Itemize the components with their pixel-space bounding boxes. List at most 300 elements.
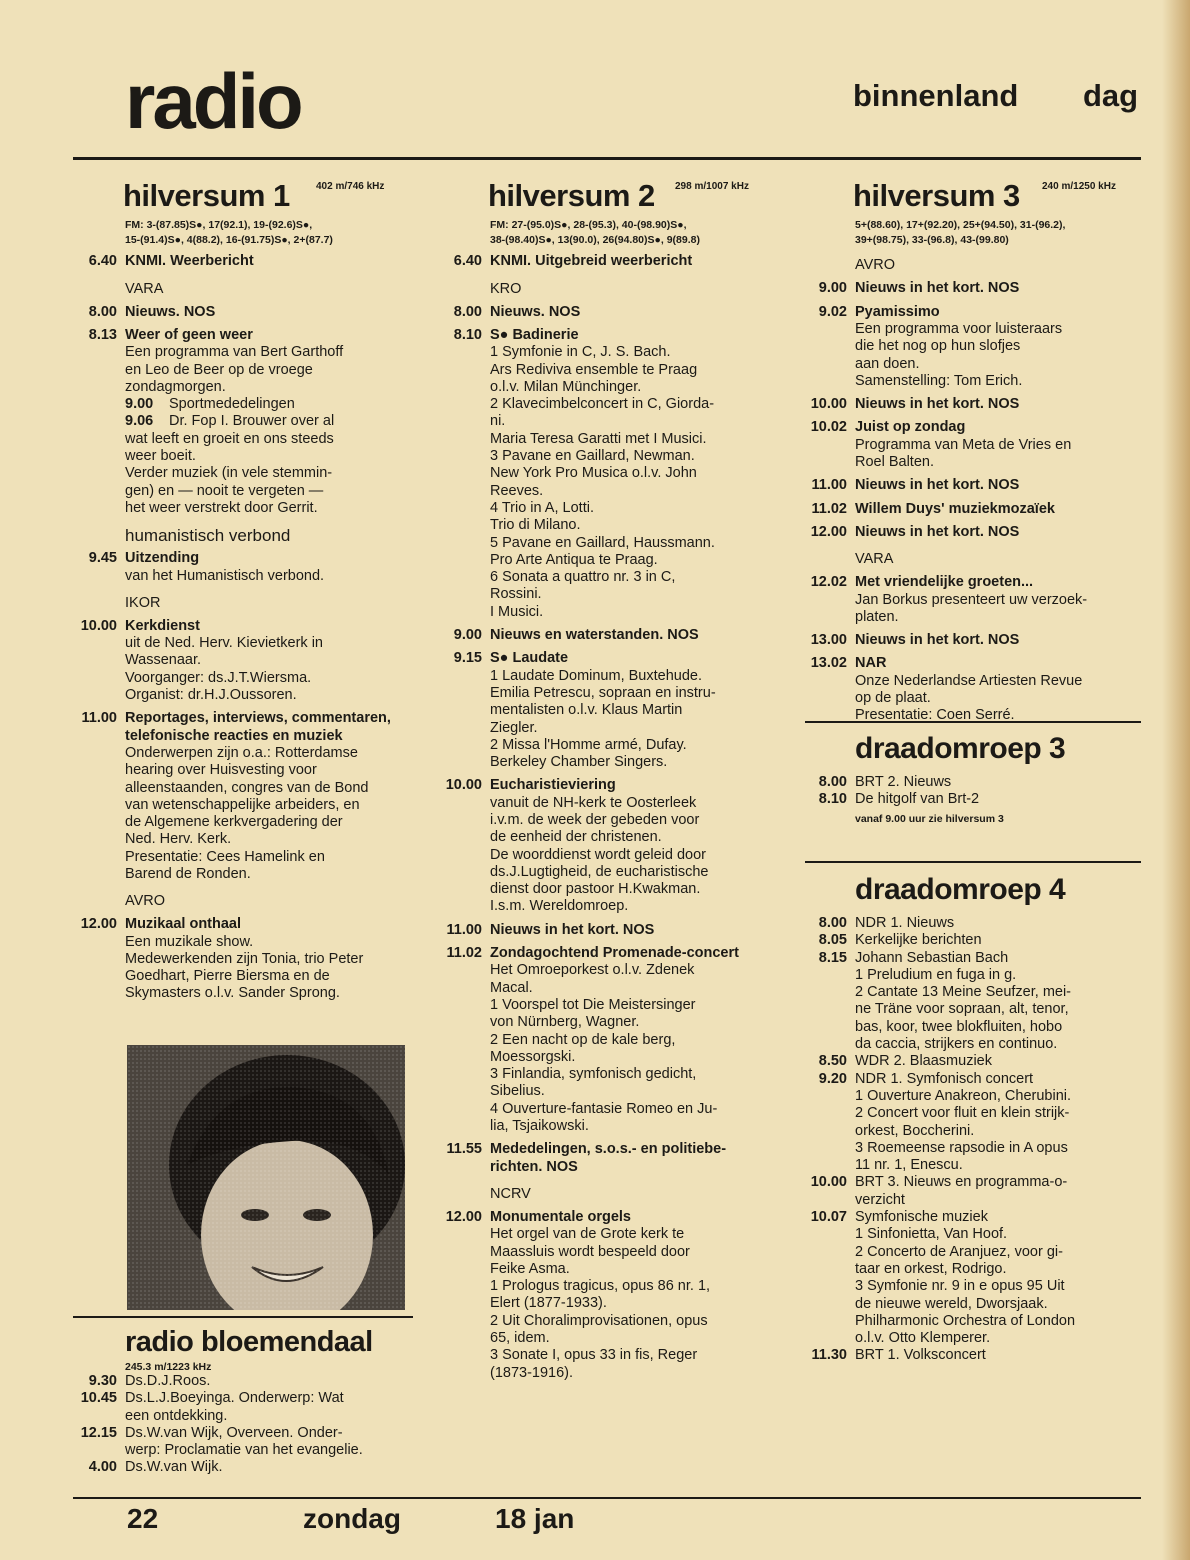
program-body	[855, 1209, 1141, 1347]
program-text: gen) en — nooit te vergeten —	[125, 482, 324, 499]
top-rule	[73, 157, 1141, 160]
program-subitem	[125, 413, 415, 430]
section-title: draadomroep 4	[855, 873, 1066, 906]
program-time: 9.15	[453, 650, 482, 667]
program-text: 2 Klavecimbelconcert in C, Giorda-	[490, 396, 715, 413]
program-body	[490, 922, 775, 939]
program-text: orkest, Boccherini.	[855, 1122, 975, 1139]
program-text: Ds.W.van Wijk.	[125, 1459, 223, 1476]
program-text: Programma van Meta de Vries en	[855, 436, 1072, 453]
program-text: Onderwerpen zijn o.a.: Rotterdamse	[125, 744, 358, 761]
footer-day: zondag	[303, 1503, 401, 1534]
program-title: KNMI. Uitgebreid weerbericht	[490, 253, 693, 270]
program-text: 65, idem.	[490, 1330, 550, 1346]
program-time: 11.02	[446, 945, 482, 962]
program-entry	[805, 304, 1141, 390]
program-entry	[805, 396, 1141, 413]
program-text: o.l.v. Milan Münchinger.	[490, 378, 642, 395]
program-text: Trio di Milano.	[490, 517, 581, 534]
program-body	[855, 655, 1141, 724]
program-text: Ds.L.J.Boeyinga. Onderwerp: Wat	[125, 1390, 344, 1407]
program-body	[490, 253, 775, 270]
program-time: 8.00	[88, 303, 117, 320]
program-text: Skymasters o.l.v. Sander Sprong.	[125, 985, 340, 1002]
station-frequency: 245.3 m/1223 kHz	[125, 1361, 212, 1373]
column-draadomroep-3	[805, 734, 1141, 825]
fm-frequencies	[490, 218, 775, 247]
program-time: 11.30	[811, 1347, 847, 1364]
program-text: platen.	[855, 608, 899, 625]
broadcaster-label: NCRV	[490, 1185, 531, 1202]
program-text: Symfonische muziek	[855, 1209, 988, 1226]
program-text: taar en orkest, Rodrigo.	[855, 1260, 1007, 1277]
program-time: 10.45	[80, 1390, 117, 1407]
fm-line: 5+(88.60), 17+(92.20), 25+(94.50), 31-(96.2),	[855, 219, 1066, 231]
program-time: 12.00	[445, 1208, 482, 1225]
program-time: 10.00	[810, 396, 847, 413]
program-entry	[805, 791, 1141, 808]
program-text: het weer verstrekt door Gerrit.	[125, 499, 318, 516]
program-text: Kerkelijke berichten	[855, 932, 982, 949]
program-time: 8.10	[818, 791, 847, 808]
program-entry	[440, 650, 775, 771]
program-time: 10.00	[80, 617, 117, 634]
program-text: NDR 1. Nieuws	[855, 915, 955, 931]
program-text: verzicht	[855, 1191, 905, 1208]
program-text: dienst door pastoor H.Kwakman.	[490, 881, 701, 898]
program-title: Juist op zondag	[855, 419, 966, 436]
program-body	[855, 1347, 1141, 1364]
artist-photo	[127, 1045, 405, 1310]
program-text: Sibelius.	[490, 1083, 545, 1100]
program-title: Zondagochtend Promenade-concert	[490, 945, 739, 962]
program-body	[855, 524, 1141, 541]
fm-line: 38-(98.40)S●, 13(90.0), 26(94.80)S●, 9(89.8)	[490, 233, 700, 246]
program-text: I Musici.	[490, 603, 544, 620]
program-text: 1 Preludium en fuga in g.	[855, 966, 1017, 983]
program-time: 9.00	[818, 280, 847, 297]
program-body	[855, 304, 1141, 390]
program-text: Roel Balten.	[855, 454, 934, 471]
program-entry	[440, 253, 775, 270]
program-entry	[75, 1390, 415, 1425]
program-body	[855, 791, 1141, 808]
program-entry	[440, 945, 775, 1135]
program-text: op de plaat.	[855, 690, 931, 707]
program-text: Het orgel van de Grote kerk te	[490, 1226, 685, 1243]
program-title: KNMI. Weerbericht	[125, 253, 254, 270]
program-title: Willem Duys' muziekmozaïek	[855, 500, 1055, 517]
program-text: Onze Nederlandse Artiesten Revue	[855, 672, 1083, 689]
program-text: een ontdekking.	[125, 1407, 228, 1424]
program-text: ds.J.Lugtigheid, de eucharistische	[490, 863, 709, 880]
program-subitem	[125, 396, 415, 413]
program-text: hearing over Huisvesting voor	[125, 762, 317, 779]
program-text: 3 Finlandia, symfonisch gedicht,	[490, 1066, 697, 1083]
program-body	[125, 304, 415, 321]
program-text: werp: Proclamatie van het evangelie.	[125, 1442, 363, 1459]
program-text: o.l.v. Otto Klemperer.	[855, 1330, 991, 1347]
program-entry	[75, 327, 415, 517]
program-text: ne Träne voor sopraan, alt, tenor,	[855, 1001, 1069, 1018]
program-time: 8.00	[453, 303, 482, 320]
program-text: 1 Sinfonietta, Van Hoof.	[855, 1226, 1008, 1243]
program-body	[855, 477, 1141, 494]
program-title: Nieuws in het kort. NOS	[855, 632, 1020, 649]
program-entry	[805, 477, 1141, 494]
program-text: De hitgolf van Brt-2	[855, 791, 980, 808]
program-text: Reeves.	[490, 482, 544, 499]
program-text: 1 Laudate Dominum, Buxtehude.	[490, 667, 702, 684]
station-name: hilversum 3	[853, 178, 1020, 213]
fm-line: 15-(91.4)S●, 4(88.2), 16-(91.75)S●, 2+(87.7)	[125, 233, 333, 246]
broadcaster-label: AVRO	[125, 893, 166, 910]
program-body	[855, 419, 1141, 471]
program-text: Rossini.	[490, 586, 542, 603]
program-text: van het Humanistisch verbond.	[125, 567, 325, 584]
program-time: 10.07	[810, 1209, 847, 1226]
program-body	[855, 632, 1141, 649]
program-text: 1 Prologus tragicus, opus 86 nr. 1,	[490, 1278, 711, 1295]
program-entry	[805, 280, 1141, 297]
program-entry	[75, 304, 415, 321]
program-entry	[75, 1373, 415, 1390]
program-entry	[75, 550, 415, 585]
program-text: BRT 3. Nieuws en programma-o-	[855, 1174, 1068, 1191]
program-text: ni.	[490, 413, 506, 430]
program-time: 11.00	[811, 477, 847, 494]
program-time: 8.13	[88, 326, 117, 343]
program-time: 8.15	[818, 949, 847, 966]
program-entry	[75, 253, 415, 270]
program-text: Maassluis wordt bespeeld door	[490, 1243, 690, 1260]
fm-line: FM: 3-(87.85)S●, 17(92.1), 19-(92.6)S●,	[125, 219, 313, 231]
program-body	[855, 396, 1141, 413]
program-time: 8.00	[818, 915, 847, 931]
masthead-section: binnenland	[853, 78, 1019, 113]
program-text: 3 Pavane en Gaillard, Newman.	[490, 448, 695, 465]
program-text: bas, koor, twee blokfluiten, hobo	[855, 1018, 1063, 1035]
bloemendaal-rule	[73, 1316, 413, 1318]
program-text: Een programma van Bert Garthoff	[125, 344, 344, 361]
program-text: wat leeft en groeit en ons steeds	[125, 430, 334, 447]
draad4-list	[805, 915, 1141, 1365]
program-body	[855, 280, 1141, 297]
program-body	[855, 1071, 1141, 1175]
station-name: radio bloemendaal	[125, 1326, 373, 1358]
program-title: Nieuws. NOS	[125, 303, 216, 320]
program-text: 3 Sonate I, opus 33 in fis, Reger	[490, 1347, 698, 1364]
program-body	[125, 1459, 415, 1476]
program-body	[125, 1373, 415, 1390]
program-text: 2 Een nacht op de kale berg,	[490, 1031, 676, 1048]
broadcaster-label: AVRO	[855, 257, 896, 274]
program-text: zondagmorgen.	[125, 378, 226, 395]
station-header	[853, 178, 1141, 220]
program-title: S● Laudate	[490, 650, 569, 667]
program-text: Goedhart, Pierre Biersma en de	[125, 968, 330, 985]
section-title: draadomroep 3	[855, 732, 1066, 765]
program-text: Elert (1877-1933).	[490, 1295, 607, 1312]
program-text: Ds.D.J.Roos.	[125, 1373, 211, 1389]
program-entry	[805, 501, 1141, 518]
program-time: 9.02	[818, 303, 847, 320]
station-frequency: 240 m/1250 kHz	[1042, 181, 1116, 192]
program-text: Voorganger: ds.J.T.Wiersma.	[125, 669, 312, 686]
program-time: 8.50	[818, 1053, 847, 1070]
program-body	[855, 501, 1141, 518]
station-header	[123, 178, 415, 220]
program-time: 9.45	[88, 550, 117, 567]
program-text: Jan Borkus presenteert uw verzoek-	[855, 591, 1088, 608]
program-text: Philharmonic Orchestra of London	[855, 1312, 1076, 1329]
program-time: 9.30	[88, 1373, 117, 1389]
program-entry	[75, 1459, 415, 1476]
program-title: Muzikaal onthaal	[125, 916, 242, 933]
station-name: hilversum 2	[488, 178, 655, 213]
subitem-text: Sportmededelingen	[169, 396, 295, 413]
program-time: 12.15	[80, 1424, 117, 1441]
broadcaster-label: VARA	[855, 551, 894, 568]
program-text: Wassenaar.	[125, 652, 202, 669]
program-time: 13.00	[810, 632, 847, 649]
program-body	[855, 1174, 1141, 1209]
program-entry	[440, 327, 775, 621]
program-text: 6 Sonata a quattro nr. 3 in C,	[490, 569, 676, 586]
program-title: Uitzending	[125, 550, 200, 567]
program-text: van wetenschappelijke arbeiders, en	[125, 796, 360, 813]
program-text: aan doen.	[855, 355, 920, 372]
masthead-title: radio	[125, 57, 301, 145]
subitem-time: 9.06	[125, 413, 154, 430]
broadcaster-label: KRO	[490, 280, 522, 297]
program-body	[125, 1425, 415, 1460]
page-edge-shadow	[1162, 0, 1190, 1560]
program-text: Maria Teresa Garatti met I Musici.	[490, 430, 707, 447]
broadcaster-label: humanistisch verbond	[125, 526, 291, 546]
program-text: 2 Uit Choralimprovisationen, opus	[490, 1312, 708, 1329]
program-text: Ds.W.van Wijk, Overveen. Onder-	[125, 1424, 343, 1441]
program-title: Nieuws in het kort. NOS	[855, 280, 1020, 297]
program-text: die het nog op hun slofjes	[855, 338, 1021, 355]
program-entry	[805, 950, 1141, 1054]
program-body	[855, 915, 1141, 932]
program-body	[490, 777, 775, 915]
program-text: lia, Tsjaikowski.	[490, 1118, 589, 1135]
program-time: 12.00	[810, 523, 847, 540]
draad4-rule	[805, 861, 1141, 863]
program-text: weer boeit.	[125, 448, 196, 465]
program-text: vanuit de NH-kerk te Oosterleek	[490, 794, 697, 811]
program-body	[855, 774, 1141, 791]
program-title: Kerkdienst	[125, 617, 200, 634]
program-text: BRT 1. Volksconcert	[855, 1347, 986, 1364]
program-body	[490, 650, 775, 771]
program-text: 2 Concert voor fluit en klein strijk-	[855, 1105, 1070, 1122]
program-entry	[440, 1141, 775, 1176]
program-title: Nieuws in het kort. NOS	[855, 477, 1020, 494]
column-hilversum-2	[440, 178, 775, 1382]
program-body	[490, 1141, 775, 1176]
bottom-rule	[73, 1497, 1141, 1499]
program-text: de Algemene kerkvergadering der	[125, 814, 343, 831]
station-name: hilversum 1	[123, 178, 290, 213]
program-text: 11 nr. 1, Enescu.	[855, 1157, 963, 1174]
program-body	[125, 1390, 415, 1425]
program-text: Berkeley Chamber Singers.	[490, 754, 668, 771]
program-time: 11.55	[446, 1141, 482, 1158]
program-entry	[75, 1425, 415, 1460]
program-text: 2 Cantate 13 Meine Seufzer, mei-	[855, 984, 1072, 1001]
program-text: de nieuwe wereld, Dworsjaak.	[855, 1295, 1048, 1312]
program-entry	[805, 632, 1141, 649]
program-text: Barend de Ronden.	[125, 865, 251, 882]
program-entry	[440, 304, 775, 321]
program-time: 10.00	[445, 777, 482, 794]
program-text: 3 Symfonie nr. 9 in e opus 95 Uit	[855, 1278, 1065, 1295]
program-title: Reportages, interviews, commentaren, telefonische reacties en muziek	[125, 710, 391, 744]
program-time: 12.00	[80, 916, 117, 933]
program-text: uit de Ned. Herv. Kievietkerk in	[125, 635, 323, 652]
program-entry	[805, 774, 1141, 791]
program-time: 13.02	[810, 655, 847, 672]
program-title: Nieuws. NOS	[490, 303, 581, 320]
program-text: Een programma voor luisteraars	[855, 320, 1063, 337]
program-entry	[805, 1174, 1141, 1209]
program-text: Emilia Petrescu, sopraan en instru-	[490, 684, 716, 701]
station-frequency: 402 m/746 kHz	[316, 181, 385, 192]
program-time: 10.02	[810, 419, 847, 436]
program-text: Macal.	[490, 979, 533, 996]
program-time: 11.00	[81, 710, 117, 727]
program-body	[855, 574, 1141, 626]
program-body	[490, 327, 775, 621]
program-time: 11.00	[446, 921, 482, 938]
program-body	[490, 627, 775, 644]
program-title: Mededelingen, s.o.s.- en politiebe-richten. NOS	[490, 1141, 727, 1175]
program-text: en Leo de Beer op de vroege	[125, 361, 313, 378]
program-text: von Nürnberg, Wagner.	[490, 1014, 640, 1031]
program-text: 1 Ouverture Anakreon, Cherubini.	[855, 1087, 1072, 1104]
program-text: WDR 2. Blaasmuziek	[855, 1053, 992, 1070]
subitem-time: 9.00	[125, 396, 154, 413]
program-text: Pro Arte Antiqua te Praag.	[490, 551, 658, 568]
program-title: Met vriendelijke groeten...	[855, 574, 1034, 591]
program-body	[125, 253, 415, 270]
subitem-text: Dr. Fop I. Brouwer over al	[169, 413, 335, 430]
program-body	[855, 932, 1141, 949]
program-entry	[440, 627, 775, 644]
program-entry	[75, 618, 415, 704]
program-text: Een muzikale show.	[125, 933, 254, 950]
program-text: 4 Trio in A, Lotti.	[490, 499, 594, 516]
program-text: BRT 2. Nieuws	[855, 774, 952, 790]
program-time: 9.00	[453, 627, 482, 644]
program-text: Ned. Herv. Kerk.	[125, 831, 232, 848]
program-text: Het Omroeporkest o.l.v. Zdenek	[490, 962, 695, 979]
program-text: I.s.m. Wereldomroep.	[490, 898, 629, 915]
program-text: 2 Missa l'Homme armé, Dufay.	[490, 736, 687, 753]
program-body	[125, 618, 415, 704]
program-text: 5 Pavane en Gaillard, Haussmann.	[490, 534, 715, 551]
footer-date: 18 jan	[495, 1503, 575, 1534]
broadcaster-label: VARA	[125, 280, 164, 297]
program-text: da caccia, strijkers en continuo.	[855, 1036, 1058, 1053]
column-hilversum-3	[805, 178, 1141, 725]
program-entry	[75, 710, 415, 883]
program-text: Moessorgski.	[490, 1048, 576, 1065]
footer-page-number: 22	[127, 1503, 159, 1534]
program-entry	[805, 1347, 1141, 1364]
fm-line: FM: 27-(95.0)S●, 28-(95.3), 40-(98.90)S●,	[490, 219, 687, 231]
program-time: 11.02	[811, 500, 847, 517]
program-entry	[440, 922, 775, 939]
column-radio-bloemendaal	[75, 1328, 415, 1477]
program-text: Presentatie: Coen Serré.	[855, 707, 1015, 724]
masthead-dag: dag	[1083, 78, 1139, 113]
program-title: Weer of geen weer	[125, 326, 253, 343]
program-time: 6.40	[453, 253, 482, 270]
program-title: Nieuws in het kort. NOS	[855, 523, 1020, 540]
program-text: mentalisten o.l.v. Klaus Martin	[490, 702, 683, 719]
program-entry	[805, 1209, 1141, 1347]
program-text: Johann Sebastian Bach	[855, 949, 1009, 966]
column-hilversum-1	[75, 178, 415, 1003]
program-body	[125, 916, 415, 1002]
program-entry	[805, 524, 1141, 541]
program-body	[490, 945, 775, 1135]
program-time: 8.05	[818, 932, 847, 949]
program-entry	[805, 932, 1141, 949]
program-text: NDR 1. Symfonisch concert	[855, 1070, 1034, 1087]
fm-line: 39+(98.75), 33-(96.8), 43-(99.80)	[855, 233, 1009, 246]
program-text: Presentatie: Cees Hamelink en	[125, 848, 325, 865]
program-entry	[805, 1071, 1141, 1175]
program-title: Eucharistieviering	[490, 777, 616, 794]
program-title: Nieuws en waterstanden. NOS	[490, 627, 699, 644]
station-header	[488, 178, 775, 220]
program-text: Ziegler.	[490, 719, 538, 736]
program-entry	[805, 419, 1141, 471]
program-entry	[805, 1053, 1141, 1070]
program-text: 2 Concerto de Aranjuez, voor gi-	[855, 1243, 1063, 1260]
program-body	[855, 1053, 1141, 1070]
program-text: 1 Voorspel tot Die Meistersinger	[490, 996, 696, 1013]
program-body	[855, 950, 1141, 1054]
program-text: Verder muziek (in vele stemmin-	[125, 465, 333, 482]
program-title: Pyamissimo	[855, 303, 940, 320]
draad3-note: vanaf 9.00 uur zie hilversum 3	[855, 812, 1004, 825]
broadcaster-label: IKOR	[125, 594, 161, 611]
program-text: 3 Roemeense rapsodie in A opus	[855, 1139, 1068, 1156]
program-entry	[805, 915, 1141, 932]
program-time: 8.00	[818, 774, 847, 790]
program-text: Feike Asma.	[490, 1260, 570, 1277]
program-text: alleenstaanden, congres van de Bond	[125, 779, 369, 796]
program-title: Nieuws in het kort. NOS	[855, 396, 1020, 413]
program-text: New York Pro Musica o.l.v. John	[490, 465, 697, 482]
program-text: (1873-1916).	[490, 1364, 574, 1381]
program-title: Nieuws in het kort. NOS	[490, 921, 655, 938]
fm-frequencies	[855, 218, 1141, 247]
program-entry	[440, 777, 775, 915]
program-text: Ars Rediviva ensemble te Praag	[490, 361, 698, 378]
program-entry	[440, 1209, 775, 1382]
fm-frequencies	[125, 218, 415, 247]
program-text: 4 Ouverture-fantasie Romeo en Ju-	[490, 1100, 718, 1117]
program-text: Samenstelling: Tom Erich.	[855, 372, 1023, 389]
draad3-list	[805, 774, 1141, 809]
